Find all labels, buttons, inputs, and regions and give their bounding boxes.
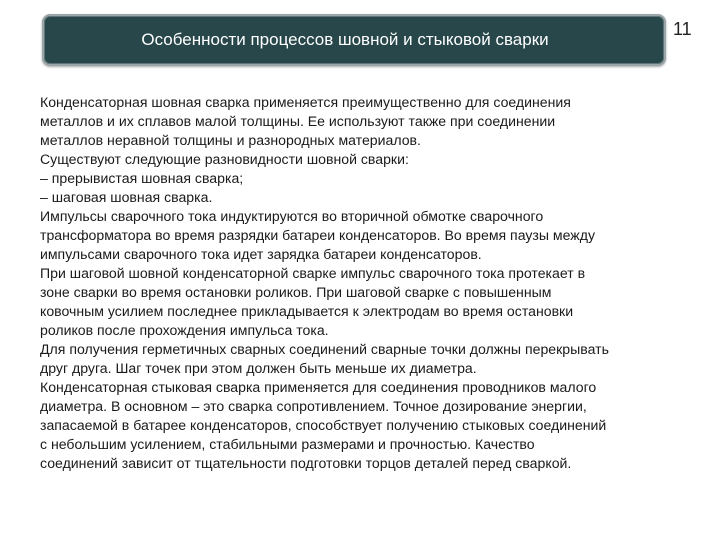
- text-line: зоне сварки во время остановки роликов. При шаговой сварке с повышенным: [40, 284, 552, 300]
- title-bar: [42, 14, 666, 66]
- text-line: металлов неравной толщины и разнородных материалов.: [40, 132, 421, 148]
- slide-number: 11: [673, 19, 692, 39]
- text-line: с небольшим усилением, стабильными размерами и прочностью. Качество: [40, 436, 535, 452]
- text-line: металлов и их сплавов малой толщины. Ее используют также при соединении: [40, 113, 556, 129]
- text-line: импульсами сварочного тока идет зарядка батареи конденсаторов.: [40, 246, 482, 262]
- text-line: Конденсаторная шовная сварка применяется преимущественно для соединения: [40, 94, 571, 110]
- text-line: трансформатора во время разрядки батареи конденсаторов. Во время паузы между: [40, 227, 595, 243]
- text-line: – прерывистая шовная сварка;: [40, 170, 244, 186]
- slide-title: Особенности процессов шовной и стыковой сварки: [141, 30, 549, 49]
- text-line: – шаговая шовная сварка.: [40, 189, 213, 205]
- text-line: ковочным усилием последнее прикладывается к электродам во время остановки: [40, 303, 574, 319]
- text-line: запасаемой в батарее конденсаторов, способствует получению стыковых соединений: [40, 417, 607, 433]
- text-line: При шаговой шовной конденсаторной сварке импульс сварочного тока протекает в: [40, 265, 586, 281]
- text-line: друг друга. Шаг точек при этом должен быть меньше их диаметра.: [40, 360, 477, 376]
- text-line: соединений зависит от тщательности подготовки торцов деталей перед сваркой.: [40, 455, 572, 471]
- text-line: диаметра. В основном – это сварка сопротивлением. Точное дозирование энергии,: [40, 398, 587, 414]
- text-line: Импульсы сварочного тока индуктируются во вторичной обмотке сварочного: [40, 208, 544, 224]
- text-line: Конденсаторная стыковая сварка применяется для соединения проводников малого: [40, 379, 597, 395]
- body-text: [40, 93, 700, 473]
- text-line: роликов после прохождения импульса тока.: [40, 322, 329, 338]
- text-line: Для получения герметичных сварных соединений сварные точки должны перекрывать: [40, 341, 609, 357]
- text-line: Существуют следующие разновидности шовной сварки:: [40, 151, 409, 167]
